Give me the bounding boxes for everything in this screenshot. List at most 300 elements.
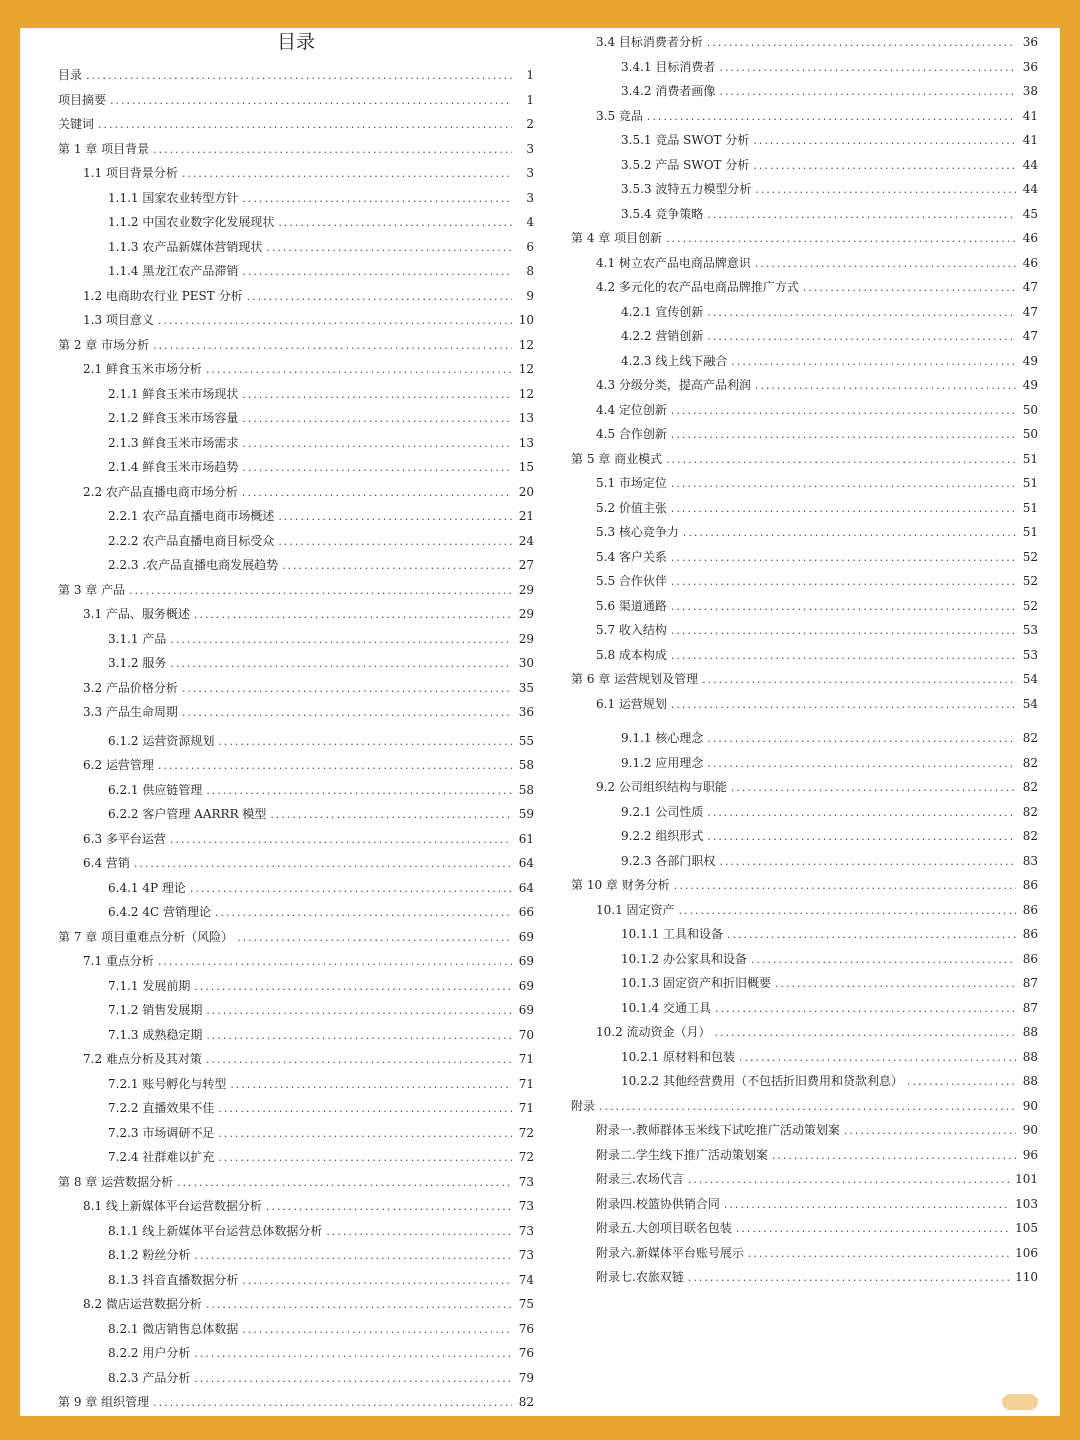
toc-entry[interactable]	[58, 141, 534, 158]
toc-leader-dots	[242, 387, 512, 403]
toc-entry-page: 86	[1022, 903, 1038, 917]
toc-leader-dots	[242, 1273, 512, 1289]
toc-entry-page: 12	[518, 387, 534, 401]
toc-entry-label: 2.2.3 .农产品直播电商发展趋势	[108, 558, 279, 572]
toc-leader-dots	[707, 329, 1016, 345]
toc-entry-page: 29	[518, 632, 534, 646]
toc-entry-label: 6.3 多平台运营	[83, 832, 166, 846]
toc-leader-dots	[98, 117, 512, 133]
toc-entry[interactable]	[108, 1223, 534, 1240]
toc-entry[interactable]	[596, 1171, 1038, 1188]
toc-entry[interactable]	[108, 533, 534, 550]
toc-entry-label: 目录	[58, 68, 83, 82]
toc-leader-dots	[134, 856, 512, 872]
toc-entry-label: 3.5.1 竞品 SWOT 分析	[621, 133, 750, 147]
toc-entry-label: 关键词	[58, 117, 95, 131]
toc-entry[interactable]	[596, 622, 1038, 639]
toc-entry[interactable]	[571, 877, 1038, 894]
toc-entry[interactable]	[108, 1272, 534, 1289]
toc-entry[interactable]	[108, 508, 534, 525]
toc-entry[interactable]	[571, 230, 1038, 247]
toc-leader-dots	[674, 878, 1016, 894]
toc-leader-dots	[727, 927, 1016, 943]
toc-entry[interactable]	[596, 475, 1038, 492]
toc-entry[interactable]	[108, 410, 534, 427]
toc-entry-label: 附录一.教师群体玉米线下试吃推广活动策划案	[596, 1123, 840, 1137]
toc-entry-label: 6.4.2 4C 营销理论	[108, 905, 211, 919]
toc-leader-dots	[671, 574, 1016, 590]
toc-leader-dots	[719, 854, 1016, 870]
toc-entry-label: 附录六.新媒体平台账号展示	[596, 1246, 744, 1260]
toc-entry[interactable]	[83, 757, 534, 774]
toc-leader-dots	[158, 954, 512, 970]
toc-entry-page: 64	[518, 881, 534, 895]
toc-leader-dots	[170, 832, 512, 848]
toc-entry[interactable]	[596, 1024, 1038, 1041]
toc-leader-dots	[671, 501, 1016, 517]
toc-entry[interactable]	[621, 83, 1038, 100]
toc-entry-page: 15	[518, 460, 534, 474]
toc-entry[interactable]	[621, 951, 1038, 968]
toc-entry[interactable]	[596, 426, 1038, 443]
toc-leader-dots	[647, 109, 1016, 125]
toc-entry-page: 29	[518, 583, 534, 597]
toc-entry[interactable]	[108, 386, 534, 403]
toc-entry[interactable]	[83, 704, 534, 721]
toc-leader-dots	[844, 1123, 1016, 1139]
toc-entry-label: 8.2.3 产品分析	[108, 1371, 191, 1385]
toc-leader-dots	[215, 905, 512, 921]
toc-entry-page: 49	[1022, 378, 1038, 392]
toc-entry[interactable]	[596, 402, 1038, 419]
toc-entry[interactable]	[58, 582, 534, 599]
toc-entry[interactable]	[621, 828, 1038, 845]
toc-entry[interactable]	[596, 524, 1038, 541]
toc-entry-page: 53	[1022, 648, 1038, 662]
toc-entry[interactable]	[58, 92, 534, 109]
toc-entry[interactable]	[108, 1027, 534, 1044]
toc-entry[interactable]	[621, 328, 1038, 345]
toc-leader-dots	[736, 1221, 1011, 1237]
toc-entry-label: 第 10 章 财务分析	[571, 878, 670, 892]
toc-entry-label: 3.5.3 波特五力模型分析	[621, 182, 752, 196]
toc-leader-dots	[707, 731, 1016, 747]
toc-entry[interactable]	[621, 304, 1038, 321]
toc-entry-page: 44	[1022, 182, 1038, 196]
toc-entry-page: 86	[1022, 927, 1038, 941]
toc-entry-label: 附录三.农场代言	[596, 1172, 684, 1186]
toc-leader-dots	[206, 783, 512, 799]
toc-entry-label: 3.2 产品价格分析	[83, 681, 178, 695]
toc-entry-label: 9.2.3 各部门职权	[621, 854, 716, 868]
toc-entry-label: 附录四.校篮协供销合同	[596, 1197, 720, 1211]
toc-entry-page: 20	[518, 485, 534, 499]
toc-entry-label: 7.1.1 发展前期	[108, 979, 191, 993]
toc-entry-label: 8.1.3 抖音直播数据分析	[108, 1273, 239, 1287]
toc-entry-page: 58	[518, 758, 534, 772]
toc-entry-page: 74	[518, 1273, 534, 1287]
toc-leader-dots	[218, 734, 512, 750]
toc-entry[interactable]	[108, 1149, 534, 1166]
toc-leader-dots	[242, 264, 512, 280]
toc-entry[interactable]	[596, 255, 1038, 272]
toc-entry[interactable]	[108, 904, 534, 921]
toc-entry-page: 9	[526, 289, 534, 303]
toc-entry[interactable]	[83, 855, 534, 872]
toc-entry[interactable]	[83, 484, 534, 501]
toc-entry-label: 6.2.1 供应链管理	[108, 783, 203, 797]
toc-entry-label: 5.4 客户关系	[596, 550, 667, 564]
toc-entry-label: 2.1.2 鲜食玉米市场容量	[108, 411, 239, 425]
toc-leader-dots	[731, 354, 1016, 370]
toc-entry-page: 49	[1022, 354, 1038, 368]
toc-entry[interactable]	[108, 459, 534, 476]
toc-entry-page: 1	[526, 68, 534, 82]
toc-entry-page: 69	[518, 1003, 534, 1017]
toc-entry-label: 5.5 合作伙伴	[596, 574, 667, 588]
toc-entry-page: 21	[518, 509, 534, 523]
toc-leader-dots	[153, 142, 512, 158]
toc-entry-page: 76	[518, 1346, 534, 1360]
toc-entry-page: 50	[1022, 427, 1038, 441]
toc-entry[interactable]	[108, 190, 534, 207]
toc-entry-label: 9.2.1 公司性质	[621, 805, 704, 819]
toc-entry-page: 69	[518, 979, 534, 993]
toc-entry[interactable]	[108, 733, 534, 750]
toc-entry-page: 12	[518, 338, 534, 352]
toc-entry-page: 73	[518, 1224, 534, 1238]
toc-entry[interactable]	[83, 606, 534, 623]
toc-entry-page: 45	[1022, 207, 1038, 221]
toc-leader-dots	[282, 558, 512, 574]
toc-entry-page: 46	[1022, 231, 1038, 245]
toc-entry-page: 41	[1022, 133, 1038, 147]
toc-entry-page: 79	[518, 1371, 534, 1385]
toc-leader-dots	[739, 1050, 1016, 1066]
toc-entry[interactable]	[108, 263, 534, 280]
toc-leader-dots	[194, 1248, 512, 1264]
toc-entry-label: 3.4 目标消费者分析	[596, 35, 703, 49]
toc-entry[interactable]	[621, 1000, 1038, 1017]
toc-leader-dots	[237, 930, 512, 946]
toc-entry[interactable]	[83, 288, 534, 305]
toc-entry-label: 6.1 运营规划	[596, 697, 667, 711]
toc-entry[interactable]	[108, 1345, 534, 1362]
toc-entry[interactable]	[83, 165, 534, 182]
toc-entry[interactable]	[571, 671, 1038, 688]
toc-entry-label: 3.5 竞品	[596, 109, 643, 123]
toc-leader-dots	[86, 68, 512, 84]
toc-entry[interactable]	[108, 239, 534, 256]
toc-leader-dots	[688, 1270, 1011, 1286]
toc-entry-label: 8.2 微店运营数据分析	[83, 1297, 202, 1311]
toc-leader-dots	[110, 93, 512, 109]
toc-entry[interactable]	[596, 34, 1038, 51]
toc-entry-label: 附录五.大创项目联名包装	[596, 1221, 732, 1235]
toc-entry[interactable]	[108, 631, 534, 648]
toc-entry-label: 项目摘要	[58, 93, 107, 107]
toc-leader-dots	[153, 338, 512, 354]
toc-entry-page: 2	[526, 117, 534, 131]
toc-entry-page: 71	[518, 1077, 534, 1091]
toc-entry-label: 7.1.3 成熟稳定期	[108, 1028, 203, 1042]
toc-entry[interactable]	[83, 312, 534, 329]
toc-entry-page: 47	[1022, 280, 1038, 294]
toc-leader-dots	[218, 1126, 512, 1142]
toc-entry[interactable]	[621, 730, 1038, 747]
toc-entry-label: 1.1 项目背景分析	[83, 166, 178, 180]
toc-entry[interactable]	[596, 1196, 1038, 1213]
toc-entry-page: 46	[1022, 256, 1038, 270]
toc-leader-dots	[753, 133, 1016, 149]
toc-leader-dots	[751, 952, 1016, 968]
toc-entry[interactable]	[108, 1125, 534, 1142]
toc-entry[interactable]	[596, 647, 1038, 664]
toc-entry-label: 7.2.2 直播效果不佳	[108, 1101, 215, 1115]
toc-entry-label: 1.1.3 农产品新媒体营销现状	[108, 240, 263, 254]
toc-entry-page: 73	[518, 1175, 534, 1189]
toc-leader-dots	[194, 1371, 512, 1387]
toc-leader-dots	[158, 758, 512, 774]
toc-leader-dots	[707, 207, 1016, 223]
toc-leader-dots	[170, 656, 512, 672]
toc-entry[interactable]	[58, 116, 534, 133]
toc-leader-dots	[702, 672, 1016, 688]
toc-entry[interactable]	[596, 696, 1038, 713]
toc-entry[interactable]	[108, 1100, 534, 1117]
toc-entry-label: 6.4 营销	[83, 856, 130, 870]
toc-entry-page: 3	[526, 191, 534, 205]
toc-entry-label: 7.1.2 销售发展期	[108, 1003, 203, 1017]
toc-entry[interactable]	[108, 978, 534, 995]
toc-leader-dots	[206, 1297, 512, 1313]
toc-entry-page: 6	[526, 240, 534, 254]
toc-entry-label: 10.1.2 办公家具和设备	[621, 952, 747, 966]
toc-entry[interactable]	[596, 500, 1038, 517]
toc-entry[interactable]	[596, 1245, 1038, 1262]
toc-entry-page: 55	[518, 734, 534, 748]
toc-entry-page: 8	[526, 264, 534, 278]
toc-entry-page: 86	[1022, 878, 1038, 892]
toc-entry-label: 4.2.2 营销创新	[621, 329, 704, 343]
toc-leader-dots	[242, 460, 512, 476]
toc-leader-dots	[194, 979, 512, 995]
toc-entry-label: 第 6 章 运营规划及管理	[571, 672, 699, 686]
toc-page	[20, 28, 1060, 1416]
toc-entry[interactable]	[596, 1147, 1038, 1164]
toc-leader-dots	[599, 1099, 1016, 1115]
toc-entry[interactable]	[621, 157, 1038, 174]
toc-entry[interactable]	[83, 680, 534, 697]
toc-leader-dots	[242, 1322, 512, 1338]
toc-entry-page: 76	[518, 1322, 534, 1336]
toc-entry-label: 5.6 渠道通路	[596, 599, 667, 613]
toc-entry-page: 51	[1022, 476, 1038, 490]
toc-title: 目录	[276, 31, 315, 53]
toc-leader-dots	[266, 1199, 512, 1215]
toc-entry[interactable]	[596, 279, 1038, 296]
toc-leader-dots	[190, 881, 512, 897]
toc-entry[interactable]	[108, 1321, 534, 1338]
toc-leader-dots	[679, 903, 1016, 919]
toc-leader-dots	[671, 427, 1016, 443]
toc-entry[interactable]	[58, 1394, 534, 1411]
toc-entry-label: 6.1.2 运营资源规划	[108, 734, 215, 748]
toc-leader-dots	[266, 240, 512, 256]
toc-entry[interactable]	[621, 975, 1038, 992]
toc-entry[interactable]	[108, 880, 534, 897]
toc-entry[interactable]	[108, 655, 534, 672]
toc-leader-dots	[719, 60, 1016, 76]
toc-leader-dots	[270, 807, 512, 823]
toc-leader-dots	[242, 436, 512, 452]
toc-entry[interactable]	[621, 206, 1038, 223]
toc-entry-page: 82	[1022, 805, 1038, 819]
toc-entry-label: 1.3 项目意义	[83, 313, 154, 327]
toc-entry[interactable]	[621, 926, 1038, 943]
toc-entry[interactable]	[621, 853, 1038, 870]
toc-entry-label: 第 2 章 市场分析	[58, 338, 150, 352]
toc-entry-page: 29	[518, 607, 534, 621]
toc-entry[interactable]	[621, 353, 1038, 370]
toc-entry-page: 86	[1022, 952, 1038, 966]
toc-entry[interactable]	[108, 1076, 534, 1093]
toc-entry-label: 5.2 价值主张	[596, 501, 667, 515]
toc-entry[interactable]	[596, 377, 1038, 394]
toc-entry[interactable]	[596, 549, 1038, 566]
toc-entry-label: 2.2.1 农产品直播电商市场概述	[108, 509, 275, 523]
toc-entry-label: 7.2.3 市场调研不足	[108, 1126, 215, 1140]
toc-entry-page: 75	[518, 1297, 534, 1311]
toc-entry[interactable]	[83, 1198, 534, 1215]
toc-entry[interactable]	[83, 1296, 534, 1313]
toc-entry[interactable]	[596, 598, 1038, 615]
toc-entry-page: 30	[518, 656, 534, 670]
toc-entry[interactable]	[108, 806, 534, 823]
toc-leader-dots	[707, 805, 1016, 821]
toc-entry-page: 101	[1015, 1172, 1038, 1186]
toc-leader-dots	[724, 1197, 1011, 1213]
toc-entry-page: 36	[1022, 60, 1038, 74]
toc-entry[interactable]	[621, 59, 1038, 76]
toc-leader-dots	[242, 191, 512, 207]
toc-entry[interactable]	[108, 557, 534, 574]
toc-entry-label: 1.1.1 国家农业转型方针	[108, 191, 239, 205]
toc-entry[interactable]	[108, 1002, 534, 1019]
toc-entry[interactable]	[596, 1220, 1038, 1237]
toc-leader-dots	[129, 583, 512, 599]
toc-leader-dots	[182, 705, 512, 721]
toc-entry-label: 5.1 市场定位	[596, 476, 667, 490]
toc-entry[interactable]	[58, 337, 534, 354]
toc-entry[interactable]	[108, 782, 534, 799]
toc-entry[interactable]	[596, 779, 1038, 796]
toc-entry-page: 13	[518, 436, 534, 450]
toc-entry-page: 90	[1022, 1123, 1038, 1137]
toc-entry-label: 3.5.2 产品 SWOT 分析	[621, 158, 750, 172]
toc-entry[interactable]	[58, 67, 534, 84]
toc-entry-page: 52	[1022, 574, 1038, 588]
toc-entry-page: 64	[518, 856, 534, 870]
toc-entry-page: 110	[1015, 1270, 1038, 1284]
toc-entry[interactable]	[108, 214, 534, 231]
toc-leader-dots	[772, 1148, 1016, 1164]
toc-entry-page: 10	[518, 313, 534, 327]
toc-entry[interactable]	[108, 435, 534, 452]
toc-entry-label: 3.1.1 产品	[108, 632, 167, 646]
toc-entry-label: 6.2 运营管理	[83, 758, 154, 772]
toc-entry[interactable]	[596, 1122, 1038, 1139]
toc-entry[interactable]	[83, 1051, 534, 1068]
toc-entry[interactable]	[621, 804, 1038, 821]
toc-entry-label: 6.2.2 客户管理 AARRR 模型	[108, 807, 267, 821]
toc-entry[interactable]	[621, 1049, 1038, 1066]
toc-entry-page: 35	[518, 681, 534, 695]
toc-leader-dots	[206, 1028, 512, 1044]
toc-entry-label: 2.1.3 鲜食玉米市场需求	[108, 436, 239, 450]
toc-entry-page: 47	[1022, 305, 1038, 319]
toc-leader-dots	[194, 1346, 512, 1362]
toc-leader-dots	[206, 1003, 512, 1019]
toc-entry-page: 103	[1015, 1197, 1038, 1211]
toc-entry-page: 53	[1022, 623, 1038, 637]
toc-entry[interactable]	[571, 1098, 1038, 1115]
toc-entry[interactable]	[596, 1269, 1038, 1286]
toc-leader-dots	[688, 1172, 1011, 1188]
toc-leader-dots	[278, 534, 512, 550]
toc-entry[interactable]	[108, 1370, 534, 1387]
toc-entry[interactable]	[108, 1247, 534, 1264]
toc-entry[interactable]	[621, 181, 1038, 198]
toc-leader-dots	[170, 632, 512, 648]
toc-entry[interactable]	[621, 1073, 1038, 1090]
toc-entry[interactable]	[83, 953, 534, 970]
toc-entry[interactable]	[596, 902, 1038, 919]
toc-leader-dots	[182, 681, 512, 697]
toc-leader-dots	[671, 476, 1016, 492]
toc-entry-label: 1.1.2 中国农业数字化发展现状	[108, 215, 275, 229]
toc-entry[interactable]	[571, 451, 1038, 468]
toc-entry-page: 54	[1022, 697, 1038, 711]
toc-entry-label: 8.1.2 粉丝分析	[108, 1248, 191, 1262]
toc-entry[interactable]	[58, 929, 534, 946]
toc-entry-label: 10.2 流动资金（月）	[596, 1025, 711, 1039]
toc-entry-label: 7.2.4 社群难以扩充	[108, 1150, 215, 1164]
toc-entry-label: 第 9 章 组织管理	[58, 1395, 150, 1409]
toc-entry[interactable]	[621, 132, 1038, 149]
toc-leader-dots	[748, 1246, 1011, 1262]
toc-entry-label: 10.1.1 工具和设备	[621, 927, 723, 941]
toc-entry[interactable]	[596, 573, 1038, 590]
toc-entry[interactable]	[83, 361, 534, 378]
toc-leader-dots	[206, 362, 512, 378]
toc-entry-page: 54	[1022, 672, 1038, 686]
toc-entry-page: 51	[1022, 525, 1038, 539]
toc-leader-dots	[907, 1074, 1016, 1090]
toc-entry-page: 90	[1022, 1099, 1038, 1113]
toc-leader-dots	[206, 1052, 512, 1068]
toc-entry-label: 2.1.1 鲜食玉米市场现状	[108, 387, 239, 401]
toc-entry[interactable]	[58, 1174, 534, 1191]
toc-entry-page: 87	[1022, 1001, 1038, 1015]
toc-leader-dots	[671, 550, 1016, 566]
toc-entry[interactable]	[621, 755, 1038, 772]
toc-entry-label: 6.4.1 4P 理论	[108, 881, 186, 895]
toc-entry[interactable]	[596, 108, 1038, 125]
toc-entry[interactable]	[83, 831, 534, 848]
toc-leader-dots	[247, 289, 512, 305]
toc-entry-page: 70	[518, 1028, 534, 1042]
